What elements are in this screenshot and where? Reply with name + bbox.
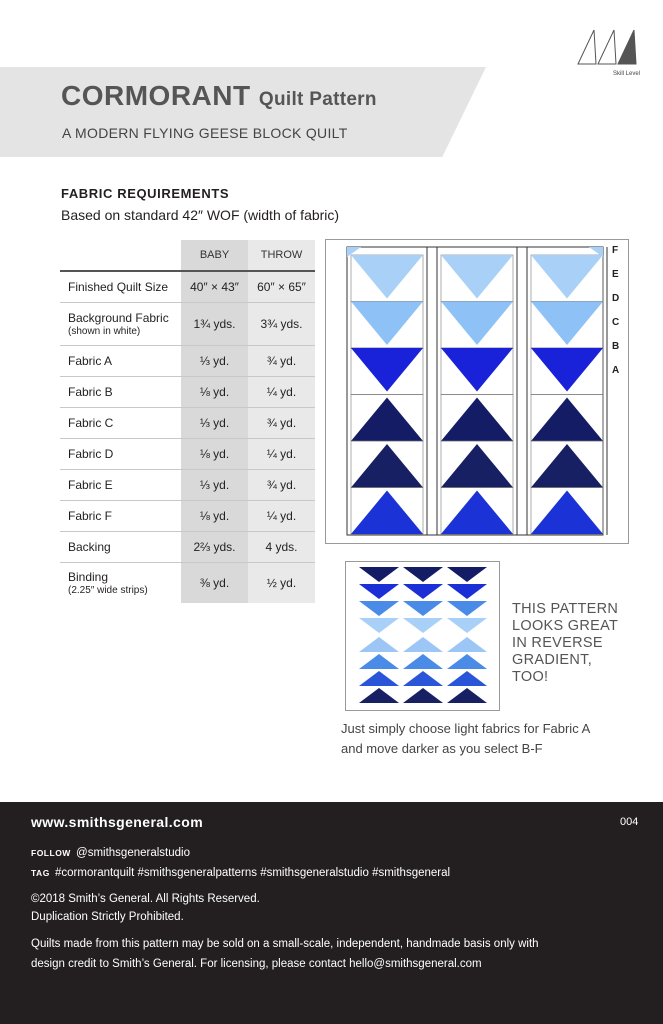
hashtags: #cormorantquilt #smithsgeneralpatterns #smithsgeneralstudio #smithsgeneral — [55, 867, 451, 879]
row-label: Fabric C — [60, 408, 181, 439]
table-row — [60, 501, 315, 532]
baby-value: ⅓ yd. — [181, 408, 248, 439]
throw-value: ¾ yd. — [248, 408, 315, 439]
callout-line: LOOKS GREAT — [512, 618, 619, 634]
page-title — [61, 80, 377, 112]
column-header-baby: BABY — [181, 240, 248, 271]
row-label-text: Background Fabric — [68, 311, 169, 325]
fabric-label-e: E — [612, 269, 619, 280]
note-line: Just simply choose light fabrics for Fabric A — [341, 721, 591, 736]
baby-value: ⅛ yd. — [181, 377, 248, 408]
throw-value: ¾ yd. — [248, 470, 315, 501]
baby-value: ⅓ yd. — [181, 346, 248, 377]
baby-value: 40″ × 43″ — [181, 271, 248, 303]
duplication-notice: Duplication Strictly Prohibited. — [31, 911, 184, 923]
baby-value: ⅓ yd. — [181, 470, 248, 501]
baby-value: ⅜ yd. — [181, 563, 248, 604]
reverse-gradient-quilt — [345, 561, 500, 711]
follow-handle[interactable]: @smithsgeneralstudio — [76, 847, 190, 859]
row-label: Fabric A — [60, 346, 181, 377]
row-label-note: (2.25″ wide strips) — [68, 585, 148, 596]
throw-value: 60″ × 65″ — [248, 271, 315, 303]
tag-line — [31, 867, 450, 879]
row-label-note: (shown in white) — [68, 326, 141, 337]
note-line: and move darker as you select B-F — [341, 741, 543, 756]
throw-value: ¼ yd. — [248, 501, 315, 532]
skill-level-icon — [576, 28, 644, 68]
row-label: Backing — [60, 532, 181, 563]
title-main: CORMORANT — [61, 80, 251, 111]
row-label: Fabric D — [60, 439, 181, 470]
callout-line: IN REVERSE — [512, 635, 603, 651]
row-label: Finished Quilt Size — [60, 271, 181, 303]
requirements-heading: FABRIC REQUIREMENTS — [61, 186, 230, 201]
table-row — [60, 439, 315, 470]
follow-line — [31, 847, 190, 859]
fabric-label-d: D — [612, 293, 620, 304]
throw-value: 3¾ yds. — [248, 303, 315, 346]
table-header-row — [60, 240, 315, 271]
row-label: Fabric E — [60, 470, 181, 501]
table-row — [60, 303, 315, 346]
callout-line: THIS PATTERN — [512, 601, 619, 617]
quilt-diagram — [325, 239, 629, 544]
baby-value: ⅛ yd. — [181, 501, 248, 532]
callout-line: GRADIENT, — [512, 652, 593, 668]
throw-value: ¾ yd. — [248, 346, 315, 377]
table-row — [60, 346, 315, 377]
table-row — [60, 408, 315, 439]
requirements-note: Based on standard 42″ WOF (width of fabric) — [61, 207, 340, 223]
skill-level-label: Skill Level — [613, 71, 641, 77]
copyright: ©2018 Smith’s General. All Rights Reserved. — [31, 893, 260, 905]
baby-value: 2⅔ yds. — [181, 532, 248, 563]
reverse-quilt-outline — [346, 562, 500, 711]
callout-line: TOO! — [512, 669, 549, 685]
throw-value: 4 yds. — [248, 532, 315, 563]
page-number: 004 — [620, 816, 639, 828]
fabric-label-c: C — [612, 317, 620, 328]
table-row — [60, 563, 315, 604]
throw-value: ¼ yd. — [248, 439, 315, 470]
page-subtitle: A MODERN FLYING GEESE BLOCK QUILT — [62, 125, 348, 141]
fabric-table — [60, 240, 315, 603]
fabric-label-a: A — [612, 365, 620, 376]
row-label — [60, 563, 181, 604]
fabric-label-b: B — [612, 341, 620, 352]
table-row — [60, 532, 315, 563]
row-label: Fabric B — [60, 377, 181, 408]
table-row — [60, 377, 315, 408]
throw-value: ¼ yd. — [248, 377, 315, 408]
table-row — [60, 470, 315, 501]
table-row — [60, 271, 315, 303]
row-label: Fabric F — [60, 501, 181, 532]
column-header-throw: THROW — [248, 240, 315, 271]
baby-value: ⅛ yd. — [181, 439, 248, 470]
table-header-blank — [60, 240, 181, 271]
reverse-gradient-callout — [512, 601, 618, 686]
website-link[interactable]: www.smithsgeneral.com — [31, 814, 204, 830]
baby-value: 1¾ yds. — [181, 303, 248, 346]
license-text-1: Quilts made from this pattern may be sold on a small-scale, independent, handmade basis only with — [31, 938, 539, 950]
footer — [0, 802, 663, 1024]
throw-value: ½ yd. — [248, 563, 315, 604]
fabric-label-f: F — [612, 245, 619, 256]
row-label-text: Binding — [68, 570, 109, 584]
row-label — [60, 303, 181, 346]
license-text-2: design credit to Smith’s General. For licensing, please contact hello@smithsgeneral.com — [31, 958, 482, 970]
follow-label: FOLLOW — [31, 848, 71, 858]
title-suffix: Quilt Pattern — [258, 89, 377, 110]
reverse-gradient-note — [341, 719, 590, 759]
tag-label: TAG — [31, 868, 50, 878]
